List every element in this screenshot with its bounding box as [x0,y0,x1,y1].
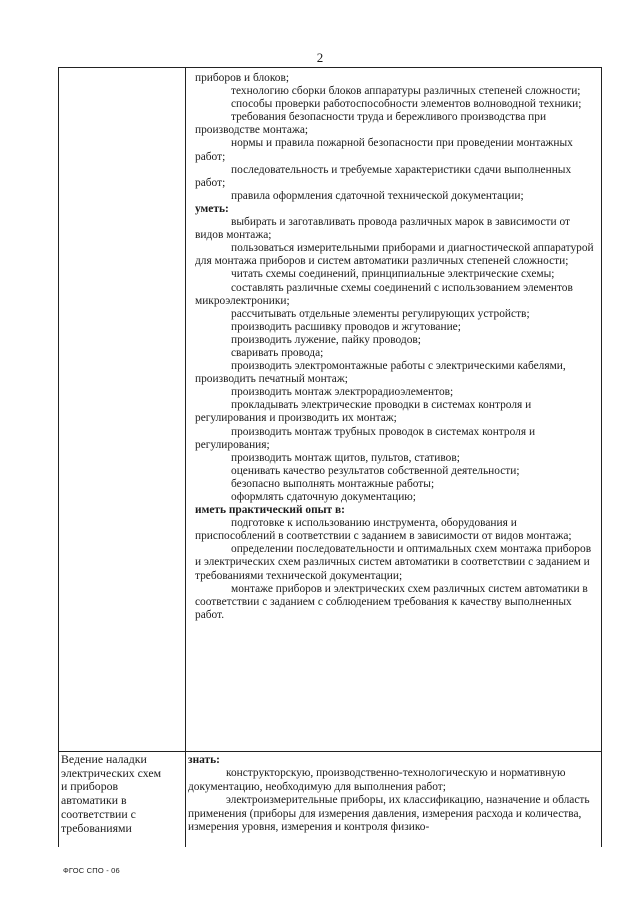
paragraph: нормы и правила пожарной безопасности при проведении монтажных работ; [195,137,573,163]
paragraph: оценивать качество результатов собственной деятельности; [231,464,520,477]
activity-title-line: требованиями [61,820,132,835]
table-column-divider [185,67,186,847]
activity-title-line: Ведение наладки [61,752,147,766]
paragraph: монтаже приборов и электрических схем различных систем автоматики в соответствии с заданием с соблюдением требования к качеству выполненных работ. [195,582,588,621]
section-heading: иметь практический опыт в: [195,504,345,517]
paragraph: выбирать и заготавливать провода различных марок в зависимости от видов монтажа; [195,216,570,242]
paragraph: читать схемы соединений, принципиальные электрические схемы; [231,268,555,281]
footer-code: ФГОС СПО - 06 [63,866,120,875]
paragraph: подготовке к использованию инструмента, оборудования и приспособлений в соответствии с заданием в зависимости от видов монтажа; [195,517,572,543]
paragraph: производить монтаж трубных проводок в системах контроля и регулирования; [195,425,536,451]
paragraph: приборов и блоков; [195,72,290,84]
section-heading: знать: [188,754,220,766]
paragraph: пользоваться измерительными приборами и диагностической аппаратурой для монтажа приборов и систем автоматики различных степеней сложности; [195,242,594,268]
paragraph: прокладывать электрические проводки в системах контроля и регулирования и производить их монтаж; [195,399,532,425]
paragraph: конструкторскую, производственно-технологическую и нормативную документацию, необходимую для выполнения работ; [188,767,566,793]
paragraph: безопасно выполнять монтажные работы; [231,477,435,490]
paragraph: составлять различные схемы соединений с использованием элементов микроэлектроники; [195,281,573,307]
paragraph: оформлять сдаточную документацию; [231,491,416,503]
paragraph: определении последовательности и оптимальных схем монтажа приборов и электрических схем различных систем автоматики в соответствии с заданием и требованиями технической документации; [195,543,592,582]
section-heading: уметь: [195,202,229,215]
paragraph: производить монтаж щитов, пультов, стативов; [231,451,460,464]
activity-title-line: и приборов [61,779,119,794]
paragraph: производить лужение, пайку проводов; [231,333,421,346]
upper-row-content [195,72,597,622]
paragraph: последовательность и требуемые характеристики сдачи выполненных работ; [195,163,572,189]
competency-table [58,67,602,847]
paragraph: производить электромонтажные работы с электрическими кабелями, производить печатный монтаж; [195,360,566,386]
paragraph: рассчитывать отдельные элементы регулирующих устройств; [231,307,530,320]
paragraph: производить монтаж электрорадиоэлементов; [231,386,454,399]
paragraph: технологию сборки блоков аппаратуры различных степеней сложности; [231,85,581,98]
paragraph: требования безопасности труда и бережливого производства при производстве монтажа; [195,111,547,137]
table-left-border [58,67,59,847]
activity-title-line: автоматики в [61,793,127,808]
page-number: 2 [316,50,324,65]
paragraph: сваривать провода; [231,346,324,359]
activity-title-line: соответствии с [61,806,136,821]
table-right-border [601,67,602,847]
paragraph: электроизмерительные приборы, их классификацию, назначение и область применения (приборы для измерения давления, измерения расхода и количества, измерения уровня, измерения и контроля физико- [188,794,590,834]
lower-row-activity-title [61,753,183,835]
paragraph: способы проверки работоспособности элементов волноводной техники; [231,98,582,111]
activity-title-line: электрических схем [61,765,162,780]
paragraph: производить расшивку проводов и жгутование; [231,320,461,333]
paragraph: правила оформления сдаточной технической документации; [231,189,524,202]
table-top-border [58,67,602,68]
lower-row-content [188,754,598,834]
